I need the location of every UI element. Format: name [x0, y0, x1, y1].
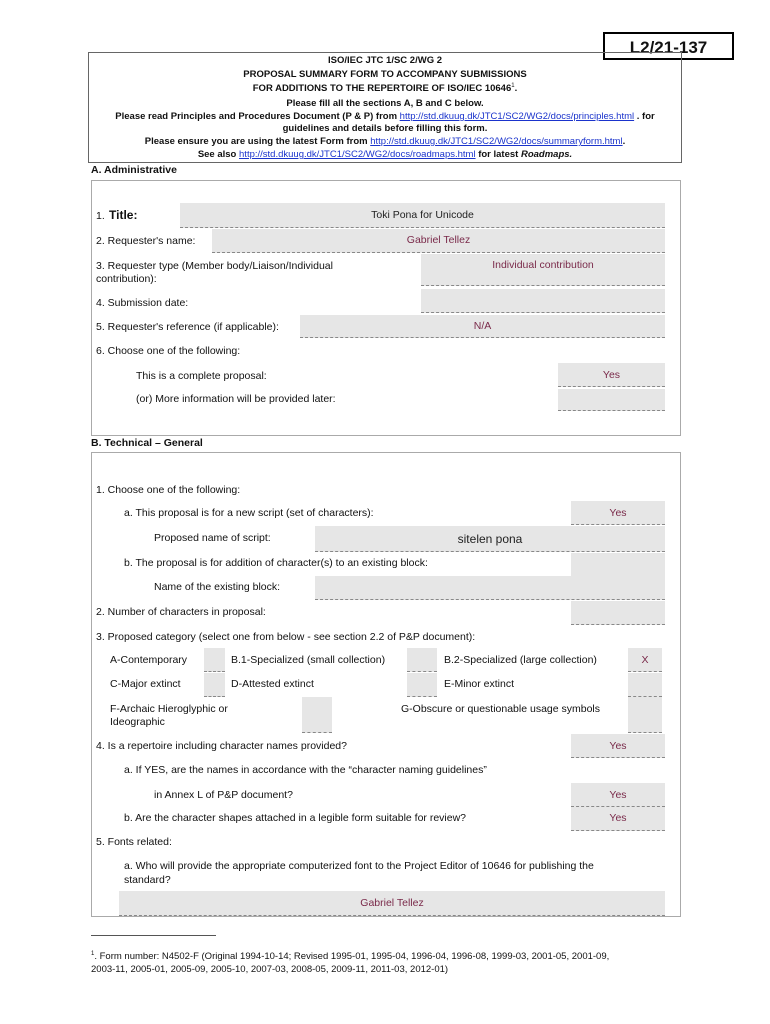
- header-line-4: Please fill all the sections A, B and C below.: [286, 98, 484, 109]
- cat-b1-label: B.1-Specialized (small collection): [231, 654, 386, 666]
- cat-c-field[interactable]: [204, 673, 225, 697]
- a-q4-label: 4. Submission date:: [96, 297, 189, 309]
- b-q5-label: 5. Fonts related:: [96, 836, 172, 848]
- cat-d-field[interactable]: [407, 673, 437, 697]
- b-q4a-label: a. If YES, are the names in accordance with the “character naming guidelines”: [124, 764, 487, 776]
- complete-proposal-field[interactable]: Yes: [558, 363, 665, 387]
- b-q4-label: 4. Is a repertoire including character names provided?: [96, 740, 347, 752]
- principles-link[interactable]: http://std.dkuug.dk/JTC1/SC2/WG2/docs/principles.html: [399, 111, 635, 122]
- a-q3-label-a: 3. Requester type (Member body/Liaison/Individual: [96, 260, 333, 272]
- a-q6-label: 6. Choose one of the following:: [96, 345, 241, 357]
- b-q5a-label-b: standard?: [124, 874, 171, 886]
- cat-f-label-b: Ideographic: [110, 716, 165, 728]
- header-line-8: See also http://std.dkuug.dk/JTC1/SC2/WG2/docs/roadmaps.html for latest Roadmaps.: [197, 149, 573, 160]
- roadmaps-link[interactable]: http://std.dkuug.dk/JTC1/SC2/WG2/docs/roadmaps.html: [239, 149, 476, 160]
- cat-g-label: G-Obscure or questionable usage symbols: [401, 703, 601, 715]
- char-count-field[interactable]: [571, 601, 665, 625]
- a-q6a-label: This is a complete proposal:: [136, 370, 267, 382]
- b-q4b-label: b. Are the character shapes attached in a legible form suitable for review?: [124, 812, 467, 824]
- document-id: L2/21-137: [603, 32, 734, 60]
- header-line-2: PROPOSAL SUMMARY FORM TO ACCOMPANY SUBMISSIONS: [243, 69, 527, 80]
- footnote-line-a: $^1$. Form number: N4502-F (Original 1994-10-14; Revised 1995-01, 1995-04, 1996-04, 1996-08, 1999-03, 2001-05, 2001-09,: [91, 951, 610, 963]
- requester-type-field[interactable]: Individual contribution: [421, 254, 665, 286]
- reference-field[interactable]: N/A: [300, 315, 665, 338]
- block-name-field[interactable]: [315, 576, 665, 600]
- b-q4a-label-2: in Annex L of P&P document?: [154, 789, 293, 801]
- cat-g-field[interactable]: [628, 697, 662, 733]
- cat-f-field[interactable]: [302, 697, 332, 733]
- cat-b2-label: B.2-Specialized (large collection): [444, 654, 597, 666]
- footnote-line-b: 2003-11, 2005-01, 2005-09, 2005-10, 2007-03, 2008-05, 2009-11, 2011-03, 2012-01): [91, 964, 449, 976]
- requester-name-field[interactable]: Gabriel Tellez: [212, 229, 665, 253]
- footnote-rule: [91, 935, 216, 936]
- a-q3-label-b: contribution):: [96, 273, 157, 285]
- cat-f-label-a: F-Archaic Hieroglyphic or: [110, 703, 228, 715]
- a-q1-number: 1.: [96, 210, 105, 222]
- b-q1-label: 1. Choose one of the following:: [96, 484, 241, 496]
- cat-b1-field[interactable]: [407, 648, 437, 672]
- submission-date-field[interactable]: [421, 289, 665, 313]
- section-a-title: A. Administrative: [91, 164, 177, 176]
- cat-c-label: C-Major extinct: [110, 678, 181, 690]
- more-info-field[interactable]: [558, 389, 665, 411]
- naming-guidelines-field[interactable]: Yes: [571, 783, 665, 807]
- b-q5a-label-a: a. Who will provide the appropriate computerized font to the Project Editor of 10646 for publishing the: [124, 860, 594, 872]
- b-script-name-label: Proposed name of script:: [154, 532, 271, 544]
- cat-e-field[interactable]: [628, 673, 662, 697]
- new-script-field[interactable]: Yes: [571, 501, 665, 525]
- footnote: [91, 948, 671, 976]
- existing-block-field[interactable]: [571, 553, 665, 577]
- section-b-title: B. Technical – General: [91, 437, 203, 449]
- a-q6b-label: (or) More information will be provided later:: [136, 393, 336, 405]
- header-line-3: FOR ADDITIONS TO THE REPERTOIRE OF ISO/IEC 10646$^1$.: [252, 83, 518, 95]
- a-q2-label: 2. Requester's name:: [96, 235, 196, 247]
- cat-a-label: A-Contemporary: [110, 654, 188, 666]
- b-q1b-label: b. The proposal is for addition of character(s) to an existing block:: [124, 557, 428, 569]
- header-line-5: Please read Principles and Procedures Document (P & P) from http://std.dkuug.dk/JTC1/SC2/WG2/docs/principles.html . for: [115, 111, 655, 122]
- a-q5-label: 5. Requester's reference (if applicable):: [96, 321, 279, 333]
- title-field[interactable]: Toki Pona for Unicode: [180, 203, 665, 228]
- cat-a-field[interactable]: [204, 648, 225, 672]
- summaryform-link[interactable]: http://std.dkuug.dk/JTC1/SC2/WG2/docs/summaryform.html: [370, 136, 623, 147]
- font-provider-field[interactable]: Gabriel Tellez: [119, 891, 665, 916]
- header-line-1: ISO/IEC JTC 1/SC 2/WG 2: [327, 55, 443, 66]
- header-line-6: guidelines and details before filling this form.: [282, 123, 488, 134]
- legible-shapes-field[interactable]: Yes: [571, 807, 665, 831]
- cat-b2-field[interactable]: X: [628, 648, 662, 672]
- b-block-name-label: Name of the existing block:: [154, 581, 281, 593]
- b-q2-label: 2. Number of characters in proposal:: [96, 606, 266, 618]
- cat-d-label: D-Attested extinct: [231, 678, 314, 690]
- script-name-field[interactable]: sitelen pona: [315, 526, 665, 552]
- char-names-field[interactable]: Yes: [571, 734, 665, 758]
- cat-e-label: E-Minor extinct: [444, 678, 515, 690]
- header-line-7: Please ensure you are using the latest Form from http://std.dkuug.dk/JTC1/SC2/WG2/docs/summaryform.html.: [144, 136, 626, 147]
- b-q3-label: 3. Proposed category (select one from below - see section 2.2 of P&P document):: [96, 631, 476, 643]
- a-q1-label: Title:: [109, 208, 138, 222]
- b-q1a-label: a. This proposal is for a new script (set of characters):: [124, 507, 374, 519]
